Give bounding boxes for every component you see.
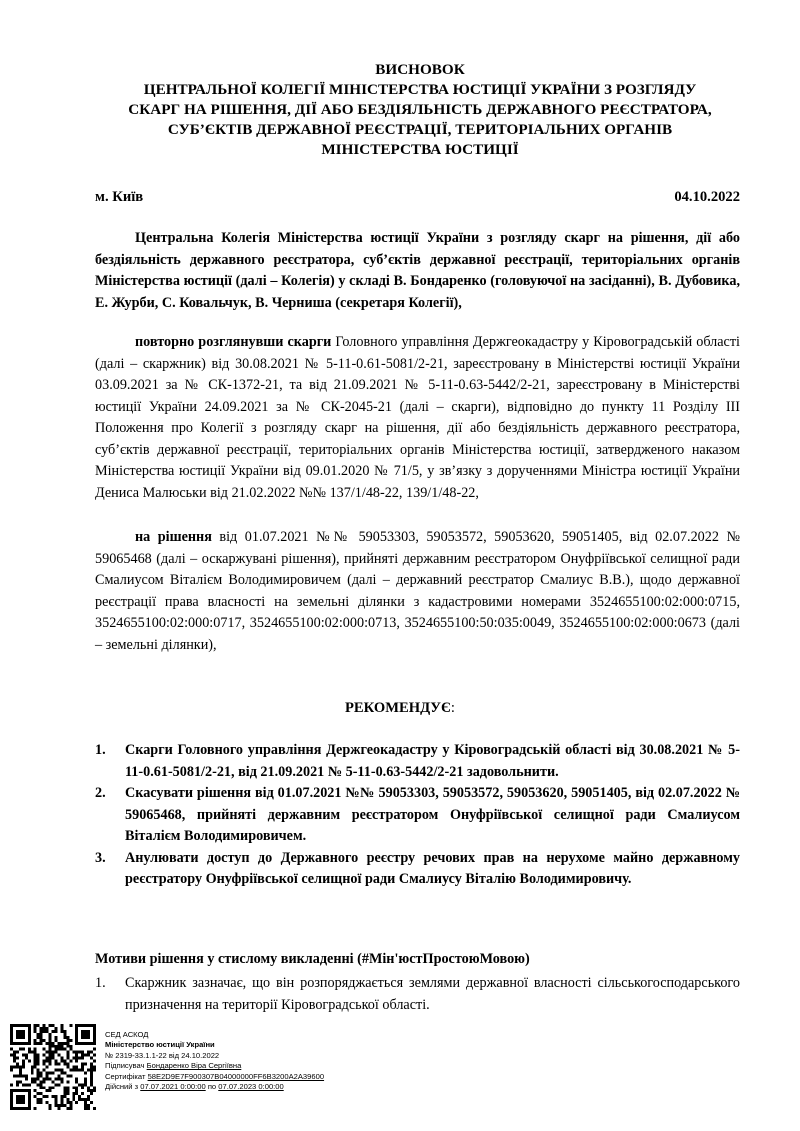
decisions-paragraph — [95, 527, 740, 656]
recommendation-number: 2. — [95, 785, 106, 801]
document-date: 04.10.2022 — [674, 189, 740, 205]
recommendation-item — [95, 740, 740, 783]
stamp-cert-label: Сертифікат — [105, 1071, 148, 1081]
decisions-text: від 01.07.2021 №№ 59053303, 59053572, 59053620, 59051405, від 02.07.2022 № 59065468 (далі – оскаржувані рішення), прийняті державним реєстратором Онуфріївської селищної ради Смалиусом Віталієм Володимировичем (далі – державний реєстратор Смалиус В.В.), щодо державної реєстрації права власності на земельні ділянки з кадастровими номерами 3524655100:02:000:0715, 3524655100:02:000:0717, 3524655100:02:000:0713, 3524655100:50:035:0049, 3524655100:02:000:0673 (далі – земельні ділянки), — [95, 529, 741, 653]
stamp-system: СЕД АСКОД — [105, 1030, 149, 1039]
stamp-signer-line — [105, 1061, 324, 1071]
stamp-valid-mid: по — [205, 1082, 219, 1092]
complaints-lead: повторно розглянувши скарги — [135, 334, 332, 350]
motive-item — [95, 973, 740, 1016]
recommendation-number: 1. — [95, 742, 106, 758]
recommendation-item — [95, 848, 740, 891]
recommendation-text: Скасувати рішення від 01.07.2021 №№ 59053303, 59053572, 59053620, 59051405, від 02.07.2022 № 59065468, прийняті державним реєстратором Онуфріївської селищної ради Смалиусом Віталієм Володимировичем. — [125, 785, 740, 844]
signature-stamp — [105, 1030, 324, 1092]
recommendation-list — [95, 740, 740, 891]
stamp-cert: 58E2D9E7F900307B04000000FF6B3200A2A39600 — [147, 1071, 325, 1081]
recommendation-item — [95, 783, 740, 848]
recommend-heading-text: РЕКОМЕНДУЄ — [345, 700, 451, 716]
stamp-signer: Бондаренко Віра Сергіївна — [146, 1061, 242, 1071]
stamp-cert-line — [105, 1072, 324, 1082]
stamp-valid-line — [105, 1082, 324, 1092]
qr-code — [10, 1024, 96, 1110]
title-line-5: МІНІСТЕРСТВА ЮСТИЦІЇ — [321, 141, 519, 158]
complaints-text: Головного управління Держгеокадастру у Кіровоградській області (далі – скаржник) від 30.08.2021 № 5-11-0.61-5081/2-21, зареєстровану в Міністерстві юстиції України 03.09.2021 за № СК-1372-21, та від 21.09.2021 № 5-11-0.63-5442/2-21, зареєстровану в Міністерстві юстиції України 24.09.2021 за № СК-2045-21 (далі – скарги), відповідно до пункту 11 Розділу ІІІ Положення про Колегії з розгляду скарг на рішення, дії або бездіяльність державного реєстратора, суб’єктів державної реєстрації, територіальних органів Міністерства юстиції, затвердженого наказом Міністерства юстиції України від 09.01.2020 № 71/5, у зв’язку з дорученнями Міністра юстиції України Дениса Малюськи від 21.02.2022 №№ 137/1/48-22, 139/1/48-22, — [95, 334, 740, 501]
stamp-signer-label: Підписувач — [105, 1061, 147, 1071]
motives-title: Мотиви рішення у стислому викладенні (#Мін'юстПростоюМовою) — [95, 951, 530, 967]
recommendation-text: Скарги Головного управління Держгеокадастру у Кіровоградській області від 30.08.2021 № 5-11-0.61-5081/2-21, від 21.09.2021 № 5-11-0.63-5442/2-21 задовольнити. — [125, 742, 740, 780]
title-line-3: СКАРГ НА РІШЕННЯ, ДІЇ АБО БЕЗДІЯЛЬНІСТЬ ДЕРЖАВНОГО РЕЄСТРАТОРА, — [128, 101, 712, 118]
recommend-colon: : — [450, 700, 455, 716]
stamp-valid-label: Дійсний з — [105, 1082, 141, 1092]
motive-number: 1. — [95, 975, 106, 991]
stamp-valid-from: 07.07.2021 0:00:00 — [140, 1082, 206, 1092]
complaints-paragraph — [95, 332, 740, 504]
stamp-valid-to: 07.07.2023 0:00:00 — [218, 1082, 284, 1092]
motive-text: Скаржник зазначає, що він розпоряджається землями державної власності сільськогосподарського призначення на території Кіровоградської області. — [125, 975, 740, 1013]
composition-paragraph — [95, 228, 740, 314]
city: м. Київ — [95, 189, 144, 205]
recommendation-number: 3. — [95, 849, 106, 866]
document-title — [80, 60, 760, 160]
title-line-2: ЦЕНТРАЛЬНОЇ КОЛЕГІЇ МІНІСТЕРСТВА ЮСТИЦІЇ УКРАЇНИ З РОЗГЛЯДУ — [143, 81, 697, 98]
recommendation-text: Анулювати доступ до Державного реєстру речових прав на нерухоме майно державному реєстратору Онуфріївської селищної ради Смалиусу Віталію Володимировичу. — [125, 849, 740, 887]
composition-text: Центральна Колегія Міністерства юстиції України з розгляду скарг на рішення, дії або бездіяльність державного реєстратора, суб’єктів державної реєстрації, територіальних органів Міністерства юстиції (далі – Колегія) у складі В. Бондаренко (головуючої на засіданні), В. Дубовика, Е. Журби, С. Ковальчук, В. Черниша (секретаря Колегії), — [95, 230, 740, 311]
decisions-lead: на рішення — [135, 529, 212, 545]
title-line-4: СУБ’ЄКТІВ ДЕРЖАВНОЇ РЕЄСТРАЦІЇ, ТЕРИТОРІАЛЬНИХ ОРГАНІВ — [167, 121, 673, 138]
stamp-organization: Міністерство юстиції України — [105, 1040, 215, 1050]
title-line-1: ВИСНОВОК — [375, 61, 465, 78]
stamp-registration: № 2319-33.1.1-22 від 24.10.2022 — [105, 1050, 220, 1060]
recommend-heading — [0, 700, 800, 717]
